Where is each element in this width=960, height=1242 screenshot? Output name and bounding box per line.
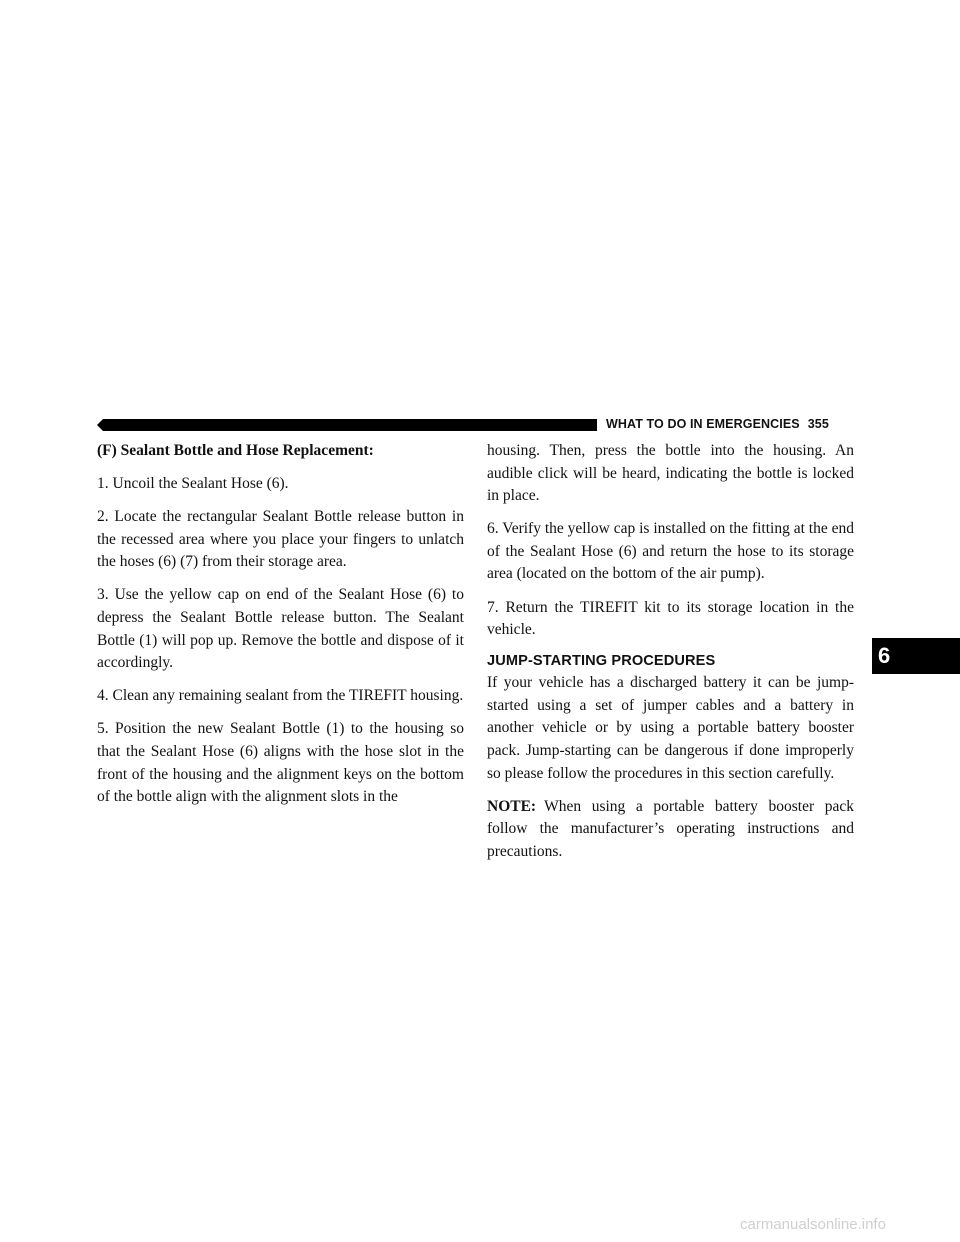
step-6: 6. Verify the yellow cap is installed on the fitting at the end of the Sealant Hose (6) and return the hose to its storage area (located on the bottom of the air pump). [487,520,854,583]
running-header [606,417,829,431]
header-section-title: WHAT TO DO IN EMERGENCIES [606,417,800,431]
jump-start-intro: If your vehicle has a discharged battery it can be jumpstarted using a set of jumper cables and a battery in another vehicle or by using a portable battery booster pack. Jump-starting can be dangerous if done improperly so please follow the procedures in this section carefully. [487,674,854,782]
watermark: carmanualsonline.info [740,1216,886,1233]
step-1: 1. Uncoil the Sealant Hose (6). [97,475,289,493]
step-5: 5. Position the new Sealant Bottle (1) to the housing so that the Sealant Hose (6) aligns with the hose slot in the front of the housing and the alignment keys on the bottom of the bottle align with the alignment slots in the [97,720,464,806]
right-column [487,440,854,874]
left-column [97,440,464,819]
note-label: NOTE: [487,797,537,815]
subheading: (F) Sealant Bottle and Hose Replacement: [97,442,374,459]
note-paragraph [487,796,854,864]
page-number: 355 [807,417,829,431]
header-rule [97,419,597,431]
section-title: JUMP-STARTING PROCEDURES [487,653,716,670]
chapter-tab: 6 [872,638,960,674]
step-2: 2. Locate the rectangular Sealant Bottle release button in the recessed area where you place your fingers to unlatch the hoses (6) (7) from their storage area. [97,508,464,571]
step-5-continuation: housing. Then, press the bottle into the housing. An audible click will be heard, indicating the bottle is locked in place. [487,442,854,505]
step-7: 7. Return the TIREFIT kit to its storage location in the vehicle. [487,598,854,639]
note-text: When using a portable battery booster pack follow the manufacturer’s operating instructions and precautions. [487,797,854,860]
step-4: 4. Clean any remaining sealant from the TIREFIT housing. [97,687,464,705]
step-3: 3. Use the yellow cap on end of the Sealant Hose (6) to depress the Sealant Bottle release button. The Sealant Bottle (1) will pop up. Remove the bottle and dispose of it accordingly. [97,586,464,672]
